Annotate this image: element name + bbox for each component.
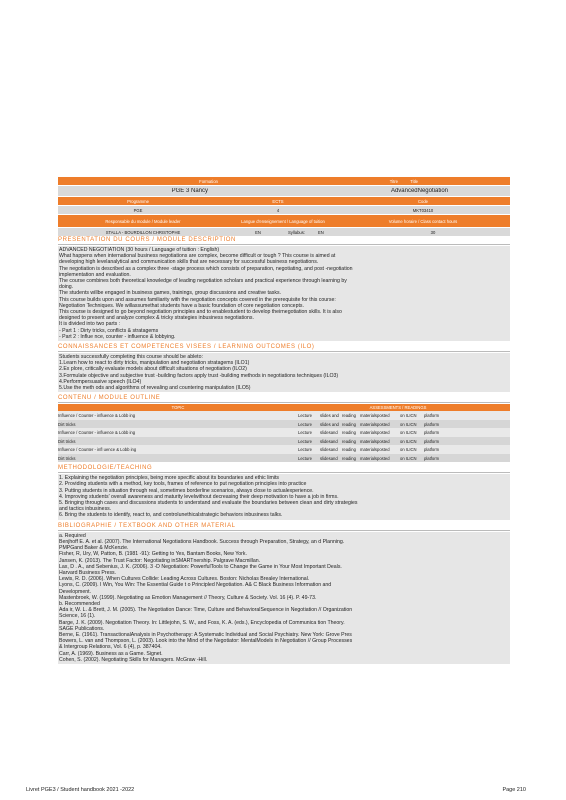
description-line: implementation and evaluation. (59, 271, 131, 278)
outline-cell-c: reading (342, 447, 356, 453)
outline-cell-topic: Influence / Counter - infl uence & Lobb ing (58, 447, 137, 453)
program-value: PGE (133, 207, 143, 213)
outline-cell-c: reading (342, 438, 356, 444)
outline-cell-e: on ILICN (400, 430, 417, 436)
methodology-line: 1. Explaining the negotiation principles, being more specific about its boundaries and ethic limits (59, 475, 280, 482)
description-line: What happens when international business negotiations are complex, become difficult or tough ? This course is aimed at (59, 253, 336, 260)
module-leader-label: Responsable du module / Module leader (105, 218, 181, 224)
outline-cell-d: materialsposted (360, 447, 390, 453)
description-line: - Part 1 : Dirty tricks, conflicts & stratagems (59, 327, 159, 334)
description-line: developing high levelanalytical and communication skills that are necessary for successful business negotiations. (59, 259, 319, 266)
outline-cell-f: platform (424, 430, 440, 436)
outline-cell-d: materialsposted (360, 438, 390, 444)
module-leader-value: STALLA - BOURDILLON CHRISTOPHE (105, 229, 181, 235)
bibliography-line: Lewis, R. D. (2006). When Cultures Collide: Leading Across Cultures. Boston: Nicholas Brealey International. (59, 576, 310, 583)
outline-cell-f: platform (424, 438, 440, 444)
bibliography-line: Cohen, S. (2002). Negotiating Skills for Managers. McGraw -Hill. (59, 656, 208, 663)
description-line: ADVANCED NEGOTIATION (30 hours / Language of tuition : English) (59, 247, 220, 253)
header-row-1 (58, 177, 510, 186)
outline-cell-d: materialsposted (360, 421, 390, 427)
formation-label: Formation (199, 178, 218, 184)
description-line: The negotiation is described as a complex three -stage process which consists of preparation, negotiating, and post -negotiation (59, 265, 353, 272)
description-line: Negotiation Techniques. We willassumethat students have a basic foundation of core negotiation concepts. (59, 302, 304, 309)
description-line: doing. (59, 284, 74, 291)
description-line: It is divided into two parts : (59, 321, 121, 328)
outline-cell-e: on ILICN (400, 413, 417, 419)
outline-cell-topic: Dirt tricks (58, 421, 76, 427)
description-heading: PRESENTATION DU COURS / MODULE DESCRIPTION (58, 236, 510, 245)
description-line: The students willbe engaged in business games, trainings, group discussions and creative tasks. (59, 290, 282, 297)
methodology-line: 2. Providing students with a method, key tools, frames of reference to put negotiation principles into practice (59, 481, 307, 488)
methodology-line: 3. Putting students in situation through real, sometimes borderline scenarios, always close to actualexperience. (59, 487, 314, 494)
outline-cell-b: slides and (320, 421, 339, 427)
outline-cell-f: platform (424, 421, 440, 427)
bibliography-line: Mastenbroek, W. (1999). Negotiating as Emotion Management // Theory, Culture & Society. Vol. 16 (4). P. 49-73. (59, 594, 317, 601)
ilo-heading: CONNAISSANCES ET COMPETENCES VISEES / LEARNING OUTCOMES (ILO) (58, 343, 510, 352)
methodology-heading: METHODOLOGIE/TEACHING (58, 464, 510, 473)
outline-cell-f: platform (424, 455, 440, 461)
description-line: - Part 2 : Influe nce, counter - influence & lobbying. (59, 333, 176, 340)
outline-topic-header: TOPIC (171, 405, 185, 411)
title-label-en: Title (410, 178, 418, 184)
title-label: Titre (389, 178, 398, 184)
header-row-5 (58, 215, 510, 228)
outline-row (58, 428, 510, 437)
bibliography-heading: BIBLIOGRAPHIE / TEXTBOOK AND OTHER MATERIAL (58, 522, 510, 531)
outline-cell-d: materialsposted (360, 455, 390, 461)
footer-page-number: Page 210 (502, 787, 526, 793)
outline-cell-f: platform (424, 413, 440, 419)
page-footer (26, 787, 526, 793)
outline-cell-a: Lecture (298, 421, 312, 427)
syllabus-label: Syllabus: (288, 229, 305, 235)
learning-outcome-line: 4.Performpersuasive speech (ILO4) (59, 378, 142, 385)
language-value: EN (255, 229, 261, 235)
bibliography-line: Harvard Business Press. (59, 569, 117, 576)
hours-value: 30 (430, 229, 436, 235)
bibliography-line: Lax, D . A., and Sebenius, J. K. (2006). 3 -D Negotiation: PowerfulTools to Change the Game in Your Most Important Deals. (59, 563, 342, 570)
header-row-4 (58, 206, 510, 215)
bibliography-line: Carr, A. (1969). Business as a Game. Signet. (59, 650, 163, 657)
outline-cell-a: Lecture (298, 413, 312, 419)
outline-row (58, 454, 510, 463)
outline-cell-d: materialsposted (360, 430, 390, 436)
syllabus-value: EN (318, 229, 324, 235)
bibliography-line: PMPGand Baker & McKenzie. (59, 545, 129, 552)
outline-row (58, 437, 510, 446)
methodology-line: and tactics inbusiness. (59, 506, 112, 513)
outline-cell-b: slidesand (320, 447, 338, 453)
title-value: AdvancedNegotiation (390, 188, 448, 194)
outline-assessment-header: ASSESSMENTS / READINGS (369, 405, 427, 411)
bibliography-line: a. Required (59, 532, 86, 539)
description-line: designed to present and analyze complex & tricky strategies inbusiness negotiations. (59, 315, 254, 322)
language-label: Langue d'enseignement / Language of tuition (241, 218, 325, 224)
bibliography-line: Science, 16 (1). (59, 613, 96, 620)
description-line: This course builds upon and assumes familiarity with the negotiation concepts covered in the prerequisite for this course: (59, 296, 336, 303)
bibliography-line: Benjhoff E. A. et al. (2007). The International Negotiations Handbook. Success through Preparation, Strategy, an d Planning. (59, 538, 345, 545)
outline-cell-e: on ILICN (400, 421, 417, 427)
outline-cell-c: reading (342, 455, 356, 461)
bibliography-line: b. Recommended (59, 600, 100, 607)
header-table (58, 177, 510, 237)
description-line: This course is designed to go beyond negotiation principles and to enablestudent to develop theirnegotiation skills. It is also (59, 309, 342, 316)
outline-row (58, 420, 510, 429)
outline-cell-topic: Influence / Counter - influence & Lobb ing (58, 413, 136, 419)
outline-heading: CONTENU / MODULE OUTLINE (58, 394, 510, 403)
description-text (58, 246, 510, 341)
outline-cell-d: materialsposted (360, 413, 390, 419)
outline-row (58, 445, 510, 454)
bibliography-line: & Intergroup Relations, Vol. 6 (4), p. 387404. (59, 644, 162, 651)
bibliography-line: Development. (59, 588, 92, 595)
bibliography-line: Barge, J. K. (2009). Negotiation Theory. In: Littlejohn, S. W., and Foss, K. A. (eds.), Encyclopedia of Communica tion Theory. (59, 619, 345, 626)
methodology-line: 6. Bring the students to identify, react to, and controlunethicalstrategic behaviors inbusiness talks. (59, 512, 283, 519)
description-line: The course combines both theoretical knowledge of leading negotiation scholars and practical experience through learning by (59, 278, 347, 285)
outline-cell-b: slidesand (320, 455, 338, 461)
methodology-text (58, 474, 510, 519)
bibliography-line: Fisher, R, Ury, W, Patton, B. (1981 -91): Getting to Yes, Bantam Books, New York. (59, 551, 247, 558)
outline-cell-topic: Dirt tricks (58, 438, 76, 444)
bibliography-line: Berne, E. (1961). TransactionalAnalysis in Psychotherapy: A Systematic Individual and Social Psychiatry. New York: Grove Pres (59, 631, 352, 638)
learning-outcome-line: 1.Learn how to react to dirty tricks, manipulation and negotiation stratagems (ILO1) (59, 360, 250, 367)
hours-label: Volume horaire / Class contact hours (388, 218, 458, 224)
outline-cell-c: reading (342, 430, 356, 436)
header-row-3 (58, 197, 510, 206)
outline-cell-topic: Influence / Counter - influence & Lobb ing (58, 430, 136, 436)
outline-cell-b: slidesand (320, 438, 338, 444)
page-content (58, 234, 510, 664)
learning-outcome-line: 3.Formulate objective and subjective trust -building factors apply trust -building methods in negotiations techniques (ILO3) (59, 372, 339, 379)
outline-cell-c: reading (342, 421, 356, 427)
learning-outcome-line: Students successfully completing this course should be ableto: (59, 354, 203, 361)
ects-value: 4 (276, 207, 280, 213)
outline-cell-topic: Dirt tricks (58, 455, 76, 461)
bibliography-text (58, 532, 510, 664)
outline-header-row (58, 404, 510, 411)
bibliography-line: Ada ir, W. L. & Brett, J. M. (2005). The Negotiation Dance: Time, Culture and BehavioralSequence in Negotiation // Organization (59, 607, 353, 614)
ects-label: ECTS (272, 198, 284, 204)
footer-left: Livret PGE3 / Student handbook 2021 -2022 (26, 787, 135, 793)
outline-cell-c: reading (342, 413, 356, 419)
outline-cell-a: Lecture (298, 438, 312, 444)
formation-value: PGE 3 Nancy (171, 188, 208, 194)
learning-outcomes-text (58, 353, 510, 392)
outline-cell-e: on ILICN (400, 438, 417, 444)
outline-cell-a: Lecture (298, 430, 312, 436)
outline-cell-a: Lecture (298, 447, 312, 453)
code-label: Code (417, 198, 428, 204)
bibliography-line: SAGE Publications. (59, 625, 105, 632)
bibliography-line: Lyons, C. (2009). I Win, You Win: The Essential Guide t o Principled Negotiation. A& C Black Business Information and (59, 582, 332, 589)
header-row-2 (58, 186, 510, 197)
outline-table (58, 404, 510, 462)
outline-cell-b: slides and (320, 413, 339, 419)
methodology-line: 5. Bringing through cases and discussions students to understand and evaluate the boundaries between clean and dirty strategies (59, 500, 358, 507)
methodology-line: 4. Improving students' overall awareness and maturity levelwithout decreasing their deep motivation to have a job in firms. (59, 493, 339, 500)
code-value: MKT03410 (412, 207, 434, 213)
outline-cell-b: slidesand (320, 430, 338, 436)
learning-outcome-line: 2.Ex plore, critically evaluate models about difficult situations of negotiation (ILO2) (59, 366, 247, 373)
outline-row (58, 411, 510, 420)
outline-cell-f: platform (424, 447, 440, 453)
outline-cell-e: on ILICN (400, 455, 417, 461)
bibliography-line: Bowers, L. van and Thompson, L. (2003). Look into the Mind of the Negotiator: MentalModels in Negotiation // Group Processes (59, 638, 353, 645)
program-label: Programme (127, 198, 149, 204)
learning-outcome-line: 5.Use the meth ods and algorithms of revealing and countering manipulation (ILO5) (59, 385, 251, 392)
outline-cell-e: on ILICN (400, 447, 417, 453)
bibliography-line: Jansen, K. (2013). The Trust Factor: Negotiating inSMARTnership. Palgrave Macmillan. (59, 557, 261, 564)
outline-cell-a: Lecture (298, 455, 312, 461)
